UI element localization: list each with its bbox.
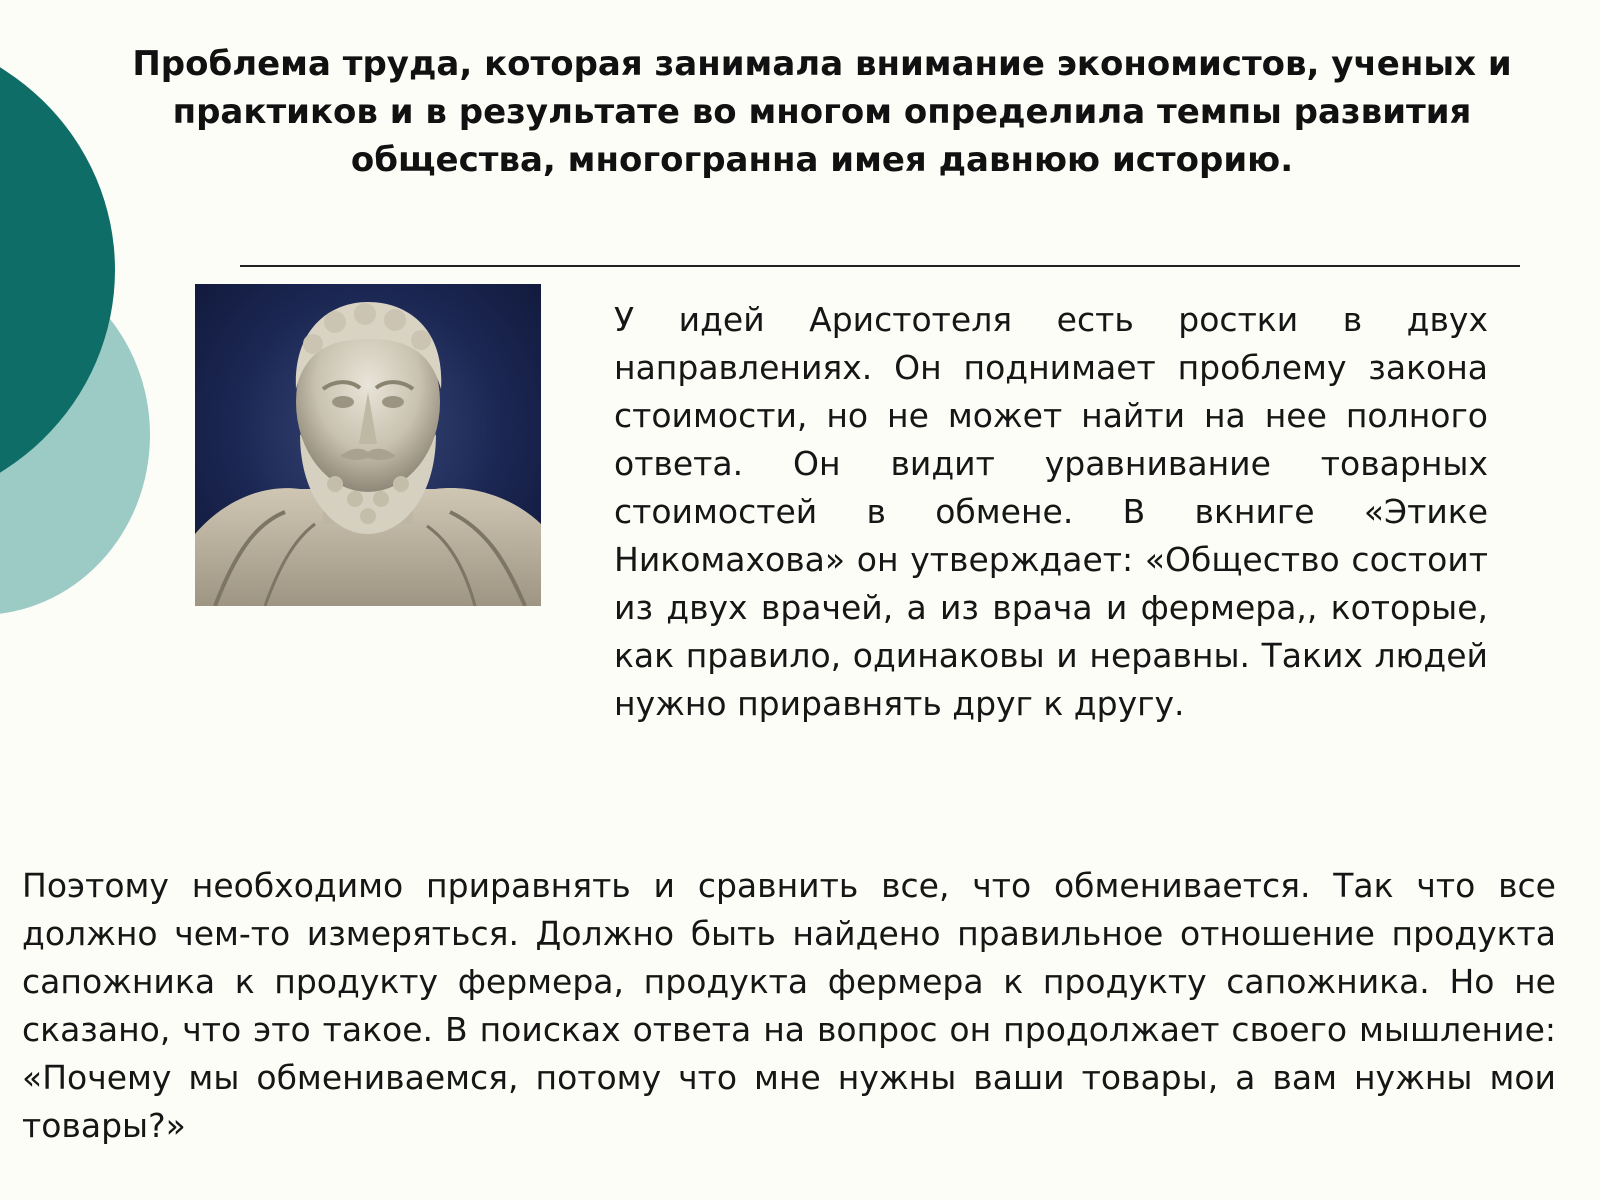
title-divider bbox=[240, 265, 1520, 267]
aristotle-bust-image bbox=[195, 284, 541, 606]
bust-illustration bbox=[195, 284, 541, 606]
exchange-paragraph: Поэтому необходимо приравнять и сравнить все, что обменивается. Так что все должно чем-то измеряться. Должно быть найдено правильное отношение продукта сапожника к продукту фермера, продукта фермера к продукту сапожника. Но не сказано, что это такое. В поисках ответа на вопрос он продолжает своего мышление: «Почему мы обмениваемся, потому что мне нужны ваши товары, а вам нужны мои товары?» bbox=[22, 866, 1556, 1145]
aristotle-ideas-paragraph: У идей Аристотеля есть ростки в двух направлениях. Он поднимает проблему закона стоимости, но не может найти на нее полного ответа. Он видит уравнивание товарных стоимостей в обмене. В вкниге «Этике Никомахова» он утверждает: «Общество состоит из двух врачей, а из врача и фермера,, которые, как правило, одинаковы и неравны. Таких людей нужно приравнять друг к другу. bbox=[614, 300, 1488, 723]
slide-title: Проблема труда, которая занимала внимание экономистов, ученых и практиков и в результате во многом определила темпы развития общества, многогранна имея давнюю историю. bbox=[132, 44, 1512, 180]
